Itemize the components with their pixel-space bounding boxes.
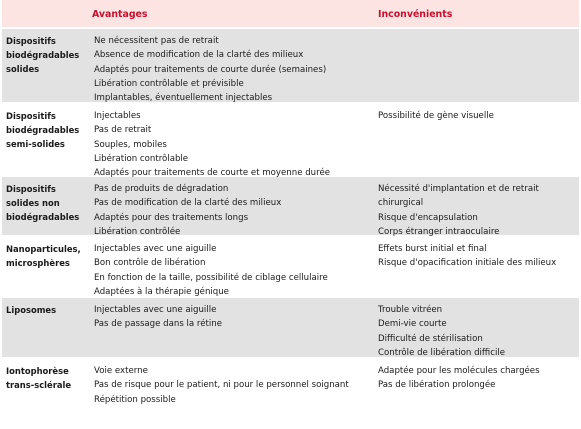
inconvenients-cell — [378, 359, 579, 413]
category-line: solides non — [6, 198, 60, 208]
table-row — [2, 296, 579, 357]
header-empty — [2, 0, 92, 9]
avantages-cell — [92, 104, 378, 180]
table-row — [2, 175, 579, 235]
row-category — [2, 359, 92, 413]
avantage-item: Absence de modification de la clarté des milieux — [94, 50, 304, 61]
inconvenient-item: Demi-vie courte — [378, 319, 447, 330]
avantage-item: Libération contrôlée — [94, 226, 181, 237]
category-line: Nanoparticules, — [6, 244, 81, 254]
avantage-item: Pas de passage dans la rétine — [94, 319, 223, 330]
avantage-item: Injectables avec une aiguille — [94, 305, 217, 315]
inconvenient-item: Pas de libération prolongée — [378, 380, 496, 391]
inconvenients-cell — [378, 104, 579, 180]
inconvenients-cell — [378, 298, 579, 360]
avantages-cell — [92, 29, 378, 105]
avantage-item: Adaptées à la thérapie génique — [94, 286, 229, 297]
avantage-item: Souples, mobiles — [94, 139, 167, 150]
avantage-item: Injectables avec une aiguille — [94, 244, 217, 254]
avantages-cell — [92, 237, 378, 299]
avantage-item: Adaptés pour traitements de courte durée (semaines) — [94, 64, 327, 75]
avantage-item: Implantables, éventuellement injectables — [94, 93, 273, 104]
category-line: Dispositifs — [6, 36, 56, 46]
avantages-cell — [92, 298, 378, 360]
table-row — [2, 357, 579, 413]
category-line: semi-solides — [6, 139, 65, 149]
inconvenient-item: Difficulté de stérilisation — [378, 333, 483, 344]
inconvenient-item: Nécessité d'implantation et de retrait — [378, 184, 539, 194]
category-line: solides — [6, 64, 40, 74]
category-line: Dispositifs — [6, 184, 56, 194]
category-line: Liposomes — [6, 305, 57, 315]
category-line: biodégradables — [6, 212, 80, 222]
inconvenient-item: Adaptée pour les molécules chargées — [378, 366, 540, 376]
inconvenient-item: Risque d'opacification initiale des milieux — [378, 258, 557, 269]
comparison-table — [2, 0, 579, 413]
avantage-item: En fonction de la taille, possibilité de ciblage cellulaire — [94, 272, 328, 283]
row-category — [2, 29, 92, 105]
avantage-item: Voie externe — [94, 366, 148, 376]
table-row — [2, 102, 579, 179]
avantage-item: Pas de produits de dégradation — [94, 184, 229, 194]
avantage-item: Bon contrôle de libération — [94, 258, 206, 269]
table-row — [2, 235, 579, 296]
inconvenients-cell — [378, 29, 579, 105]
row-category — [2, 104, 92, 180]
row-category — [2, 237, 92, 299]
category-line: microsphères — [6, 258, 70, 268]
category-line: Dispositifs — [6, 111, 56, 121]
inconvenients-cell — [378, 177, 579, 239]
avantage-item: Ne nécessitent pas de retrait — [94, 36, 219, 46]
table-header — [2, 0, 579, 27]
row-category — [2, 177, 92, 239]
category-line: trans-sclérale — [6, 380, 72, 390]
avantage-item: Injectables — [94, 111, 141, 121]
inconvenient-item: Risque d'encapsulation — [378, 212, 478, 223]
avantage-item: Libération contrôlable — [94, 153, 189, 164]
inconvenients-cell — [378, 237, 579, 299]
inconvenient-item: Corps étranger intraoculaire — [378, 226, 500, 237]
avantages-cell — [92, 359, 378, 413]
category-line: biodégradables — [6, 125, 80, 135]
inconvenient-item: Possibilité de gène visuelle — [378, 111, 494, 121]
inconvenient-item: Contrôle de libération difficile — [378, 347, 506, 358]
category-line: Iontophorèse — [6, 366, 69, 376]
table-row — [2, 27, 579, 102]
header-avantages: Avantages — [92, 9, 148, 20]
avantage-item: Libération contrôlable et prévisible — [94, 78, 244, 89]
avantage-item: Pas de retrait — [94, 125, 152, 136]
avantages-cell — [92, 177, 378, 239]
inconvenient-item: Effets burst initial et final — [378, 244, 487, 254]
row-category — [2, 298, 92, 360]
inconvenient-item: chirurgical — [378, 198, 424, 209]
header-inconvenients: Inconvénients — [378, 9, 453, 20]
avantage-item: Répétition possible — [94, 394, 176, 405]
avantage-item: Adaptés pour des traitements longs — [94, 212, 249, 223]
category-line: biodégradables — [6, 50, 80, 60]
avantage-item: Pas de modification de la clarté des milieux — [94, 198, 282, 209]
inconvenient-item: Trouble vitréen — [378, 305, 443, 315]
avantage-item: Adaptés pour traitements de courte et moyenne durée — [94, 168, 331, 179]
avantage-item: Pas de risque pour le patient, ni pour le personnel soignant — [94, 380, 349, 391]
